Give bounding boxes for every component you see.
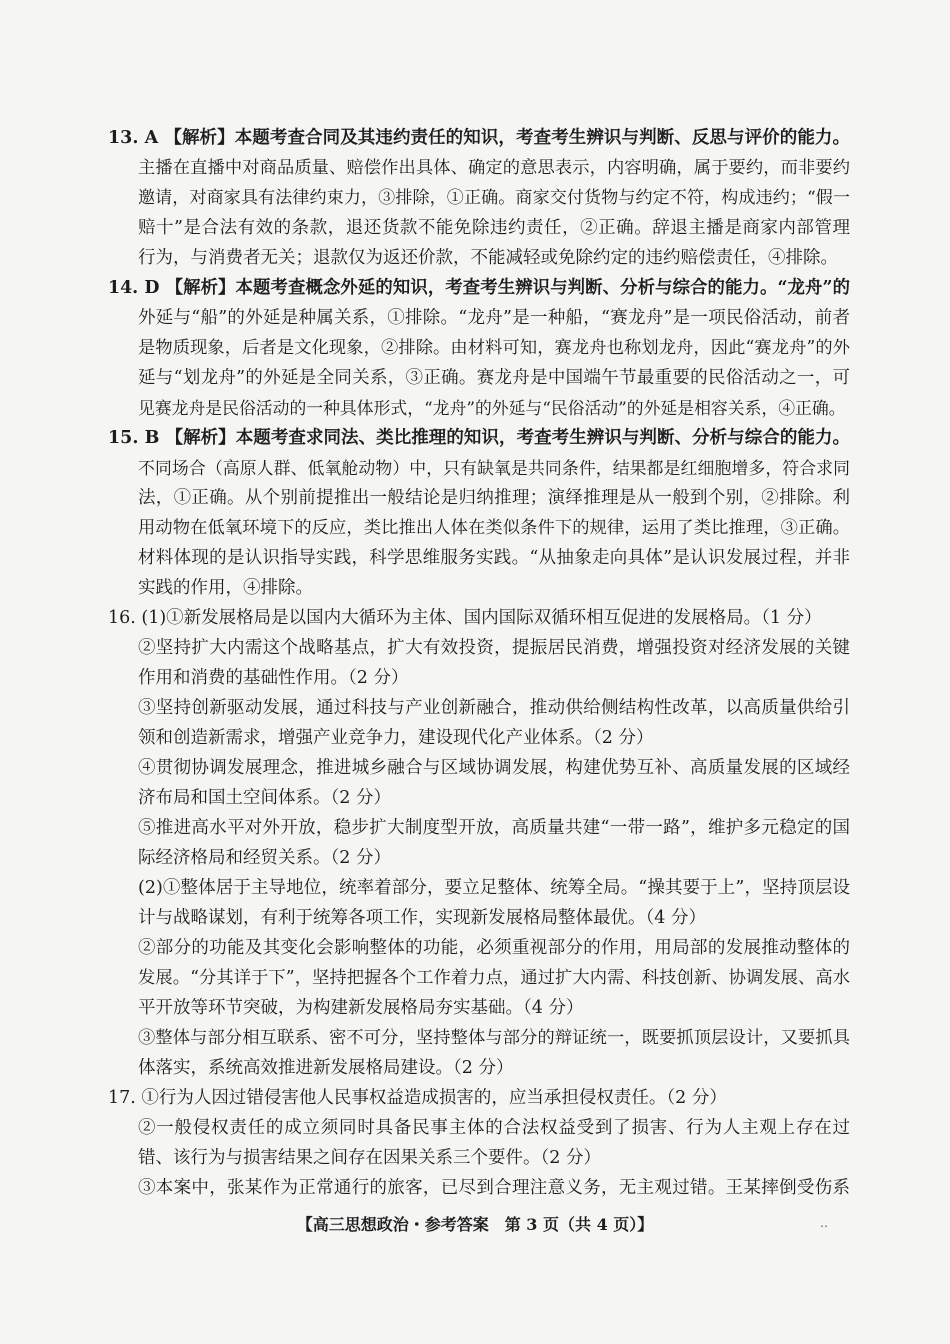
- answer-15: [108, 423, 850, 603]
- corner-mark: ‥: [820, 1216, 829, 1230]
- answer-14-line-1: 14. D 【解析】本题考查概念外延的知识，考查考生辨识与判断、分析与综合的能力。“龙舟”的: [108, 278, 850, 298]
- answer-17-line-2: ②一般侵权责任的成立须同时具备民事主体的合法权益受到了损害、行为人主观上存在过: [138, 1118, 850, 1138]
- answer-13-line-3: 邀请，对商家具有法律约束力，③排除，①正确。商家交付货物与约定不符，构成违约；“假一: [138, 188, 850, 208]
- answer-16-line-8: ⑤推进高水平对外开放，稳步扩大制度型开放，高质量共建“一带一路”，维护多元稳定的国: [138, 818, 850, 838]
- answer-16-line-10: (2)①整体居于主导地位，统率着部分，要立足整体、统筹全局。“操其要于上”，坚持顶层设: [138, 878, 850, 898]
- answer-15-line-3: 法，①正确。从个别前提推出一般结论是归纳推理；演绎推理是从一般到个别，②排除。利: [138, 488, 850, 508]
- answer-16-line-16: 体落实，系统高效推进新发展格局建设。（2 分）: [138, 1058, 514, 1078]
- answer-17-line-4: ③本案中，张某作为正常通行的旅客，已尽到合理注意义务，无主观过错。王某摔倒受伤系: [138, 1178, 850, 1198]
- answer-15-line-6: 实践的作用，④排除。: [138, 578, 313, 598]
- answer-13: [108, 123, 850, 273]
- answer-16-line-5: 领和创造新需求，增强产业竞争力，建设现代化产业体系。（2 分）: [138, 728, 654, 748]
- answer-16-line-3: 作用和消费的基础性作用。（2 分）: [138, 668, 409, 688]
- answer-16-line-15: ③整体与部分相互联系、密不可分，坚持整体与部分的辩证统一，既要抓顶层设计，又要抓具: [138, 1028, 850, 1048]
- answer-content: [108, 123, 850, 1203]
- answer-13-line-1: 13. A 【解析】本题考查合同及其违约责任的知识，考查考生辨识与判断、反思与评价的能力。: [108, 128, 850, 148]
- answer-16-line-4: ③坚持创新驱动发展，通过科技与产业创新融合，推动供给侧结构性改革，以高质量供给引: [138, 698, 850, 718]
- answer-15-line-5: 材料体现的是认识指导实践，科学思维服务实践。“从抽象走向具体”是认识发展过程，并非: [138, 548, 850, 568]
- answer-14-line-5: 见赛龙舟是民俗活动的一种具体形式，“龙舟”的外延与“民俗活动”的外延是相容关系，④正确。: [138, 398, 846, 418]
- answer-16: [108, 603, 850, 1083]
- answer-14-line-4: 延与“划龙舟”的外延是全同关系，③正确。赛龙舟是中国端午节最重要的民俗活动之一，可: [138, 368, 850, 388]
- answer-16-line-12: ②部分的功能及其变化会影响整体的功能，必须重视部分的作用，用局部的发展推动整体的: [138, 938, 850, 958]
- answer-13-line-5: 行为，与消费者无关；退款仅为返还价款，不能减轻或免除约定的违约赔偿责任，④排除。: [138, 248, 838, 268]
- answer-14: [108, 273, 850, 423]
- answer-16-line-9: 际经济格局和经贸关系。（2 分）: [138, 848, 391, 868]
- answer-14-line-2: 外延与“船”的外延是种属关系，①排除。“龙舟”是一种船，“赛龙舟”是一项民俗活动，前者: [138, 308, 850, 328]
- answer-16-line-7: 济布局和国土空间体系。（2 分）: [138, 788, 391, 808]
- answer-17-line-3: 错、该行为与损害结果之间存在因果关系三个要件。（2 分）: [138, 1148, 601, 1168]
- answer-14-line-3: 是物质现象，后者是文化现象，②排除。由材料可知，赛龙舟也称划龙舟，因此“赛龙舟”的外: [138, 338, 850, 358]
- answer-15-line-2: 不同场合（高原人群、低氧舱动物）中，只有缺氧是共同条件，结果都是红细胞增多，符合求同: [138, 458, 850, 478]
- answer-16-line-13: 发展。“分其详于下”，坚持把握各个工作着力点，通过扩大内需、科技创新、协调发展、高水: [138, 968, 850, 988]
- answer-16-line-1: 16. (1)①新发展格局是以国内大循环为主体、国内国际双循环相互促进的发展格局。（1 分）: [108, 608, 822, 628]
- answer-16-line-2: ②坚持扩大内需这个战略基点，扩大有效投资，提振居民消费，增强投资对经济发展的关键: [138, 638, 850, 658]
- answer-15-line-1: 15. B 【解析】本题考查求同法、类比推理的知识，考查考生辨识与判断、分析与综合的能力。: [108, 428, 850, 448]
- answer-13-line-4: 赔十”是合法有效的条款，退还货款不能免除违约责任，②正确。辞退主播是商家内部管理: [138, 218, 850, 238]
- answer-15-line-4: 用动物在低氧环境下的反应，类比推出人体在类似条件下的规律，运用了类比推理，③正确。: [138, 518, 850, 538]
- page-footer: 【高三思想政治・参考答案 第 3 页（共 4 页）】: [296, 1215, 654, 1234]
- answer-16-line-6: ④贯彻协调发展理念，推进城乡融合与区域协调发展，构建优势互补、高质量发展的区域经: [138, 758, 850, 778]
- answer-16-line-11: 计与战略谋划，有利于统筹各项工作，实现新发展格局整体最优。（4 分）: [138, 908, 706, 928]
- answer-13-line-2: 主播在直播中对商品质量、赔偿作出具体、确定的意思表示，内容明确，属于要约，而非要约: [138, 158, 850, 178]
- answer-16-line-14: 平开放等环节突破，为构建新发展格局夯实基础。（4 分）: [138, 998, 584, 1018]
- answer-17-line-1: 17. ①行为人因过错侵害他人民事权益造成损害的，应当承担侵权责任。（2 分）: [108, 1088, 727, 1108]
- answer-17: [108, 1083, 850, 1203]
